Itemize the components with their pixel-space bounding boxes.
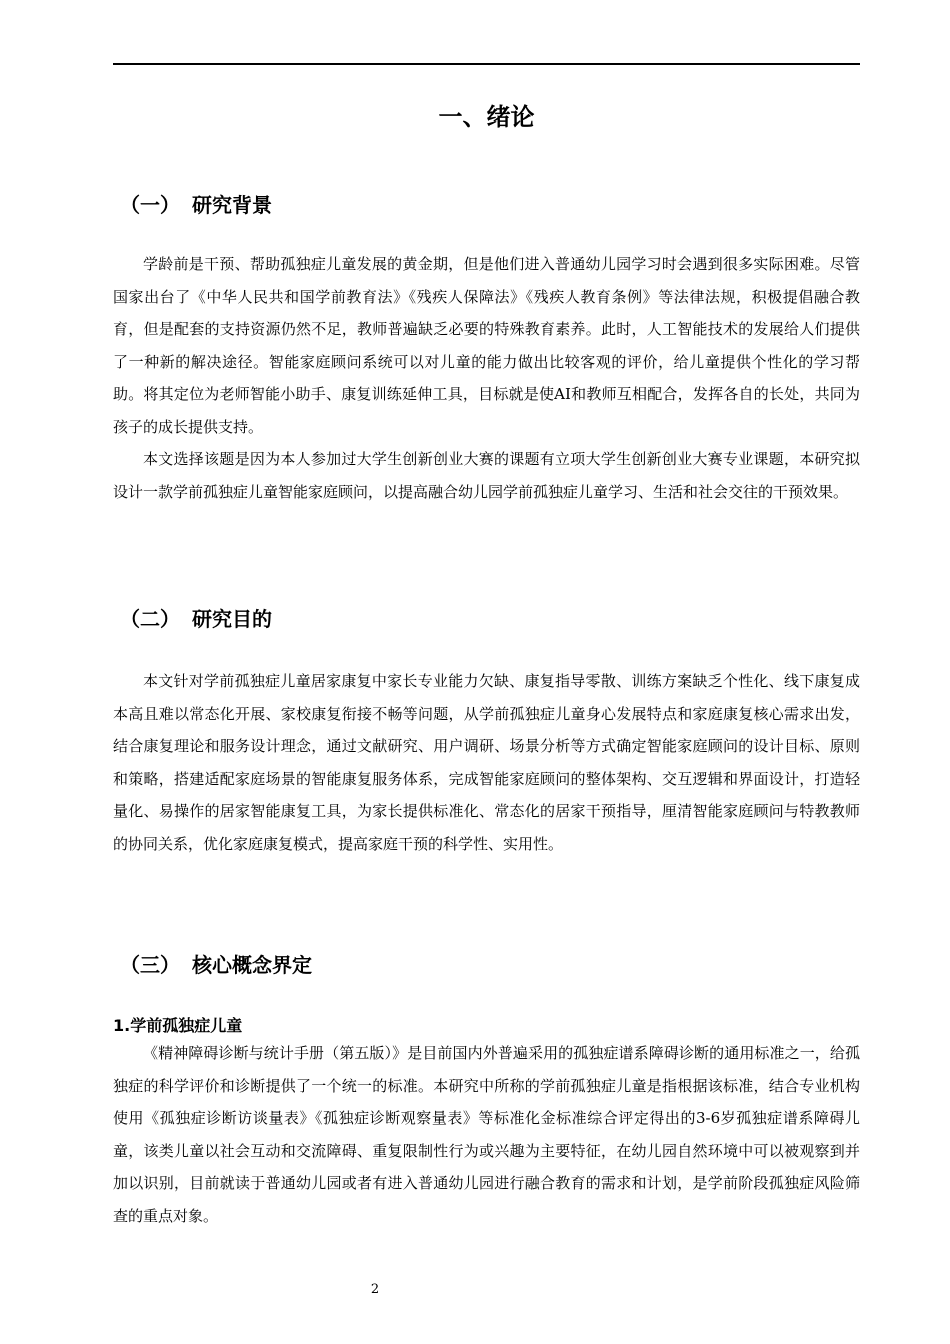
section-title: 研究目的 (192, 607, 272, 631)
section-number: （二） (120, 607, 180, 631)
section-heading-purpose (120, 605, 272, 633)
page-number: 2 (370, 1282, 380, 1297)
subsection-heading: 1.学前孤独症儿童 (113, 1016, 243, 1035)
header-rule (113, 63, 860, 65)
section-number: （一） (120, 193, 180, 217)
subsection-body (113, 1037, 860, 1232)
section-title: 研究背景 (192, 193, 272, 217)
section-body-background (113, 248, 860, 508)
section-number: （三） (120, 953, 180, 977)
paragraph: 《精神障碍诊断与统计手册（第五版）》是目前国内外普遍采用的孤独症谱系障碍诊断的通用标准之一，给孤独症的科学评价和诊断提供了一个统一的标准。本研究中所称的学前孤独症儿童是指根据该标准，结合专业机构使用《孤独症诊断访谈量表》《孤独症诊断观察量表》等标准化金标准综合评定得出的3-6岁孤独症谱系障碍儿童，该类儿童以社会互动和交流障碍、重复限制性行为或兴趣为主要特征，在幼儿园自然环境中可以被观察到并加以识别，目前就读于普通幼儿园或者有进入普通幼儿园进行融合教育的需求和计划，是学前阶段孤独症风险筛查的重点对象。 (113, 1044, 860, 1225)
paragraph: 本文针对学前孤独症儿童居家康复中家长专业能力欠缺、康复指导零散、训练方案缺乏个性化、线下康复成本高且难以常态化开展、家校康复衔接不畅等问题，从学前孤独症儿童身心发展特点和家庭康复核心需求出发，结合康复理论和服务设计理念，通过文献研究、用户调研、场景分析等方式确定智能家庭顾问的设计目标、原则和策略，搭建适配家庭场景的智能康复服务体系，完成智能家庭顾问的整体架构、交互逻辑和界面设计，打造轻量化、易操作的居家智能康复工具，为家长提供标准化、常态化的居家干预指导，厘清智能家庭顾问与特教教师的协同关系，优化家庭康复模式，提高家庭干预的科学性、实用性。 (113, 672, 860, 853)
section-body-purpose (113, 665, 860, 860)
paragraph: 学龄前是干预、帮助孤独症儿童发展的黄金期，但是他们进入普通幼儿园学习时会遇到很多实际困难。尽管国家出台了《中华人民共和国学前教育法》《残疾人保障法》《残疾人教育条例》等法律法规，积极提倡融合教育，但是配套的支持资源仍然不足，教师普遍缺乏必要的特殊教育素养。此时，人工智能技术的发展给人们提供了一种新的解决途径。智能家庭顾问系统可以对儿童的能力做出比较客观的评价，给儿童提供个性化的学习帮助。将其定位为老师智能小助手、康复训练延伸工具，目标就是使AI和教师互相配合，发挥各自的长处，共同为孩子的成长提供支持。 (113, 255, 860, 436)
section-title: 核心概念界定 (192, 953, 312, 977)
chapter-title: 一、绪论 (438, 103, 535, 131)
section-heading-background (120, 191, 272, 219)
paragraph: 本文选择该题是因为本人参加过大学生创新创业大赛的课题有立项大学生创新创业大赛专业课题，本研究拟设计一款学前孤独症儿童智能家庭顾问，以提高融合幼儿园学前孤独症儿童学习、生活和社会交往的干预效果。 (113, 450, 860, 501)
section-heading-concepts (120, 951, 312, 979)
